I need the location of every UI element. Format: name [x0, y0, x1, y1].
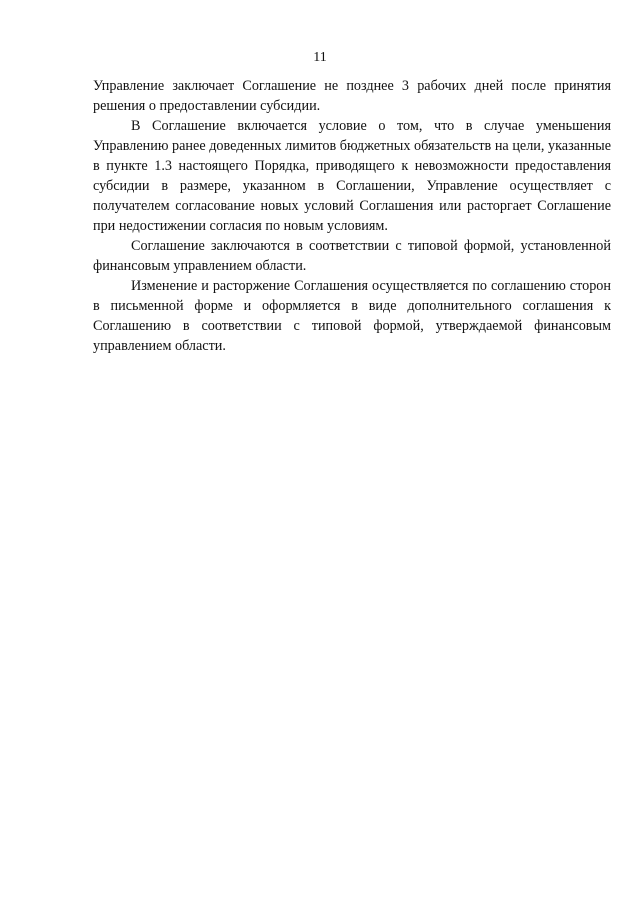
paragraph: Соглашение заключаются в соответствии с типовой формой, установленной финансовым управлением области.	[93, 238, 611, 274]
paragraph: В Соглашение включается условие о том, что в случае уменьшения Управлению ранее доведенных лимитов бюджетных обязательств на цели, указанные в пункте 1.3 настоящего Порядка, приводящего к невозможности предоставления субсидии в размере, указанном в Соглашении, Управление осуществляет с получателем согласование новых условий Соглашения или расторгает Соглашение при недостижении согласия по новым условиям.	[93, 118, 611, 234]
paragraph: Изменение и расторжение Соглашения осуществляется по соглашению сторон в письменной форме и оформляется в виде дополнительного соглашения к Соглашению в соответствии с типовой формой, утверждаемой финансовым управлением области.	[93, 278, 611, 354]
paragraph: Управление заключает Соглашение не позднее 3 рабочих дней после принятия решения о предоставлении субсидии.	[93, 78, 611, 114]
page-number: 11	[313, 50, 327, 65]
document-body	[93, 76, 611, 356]
